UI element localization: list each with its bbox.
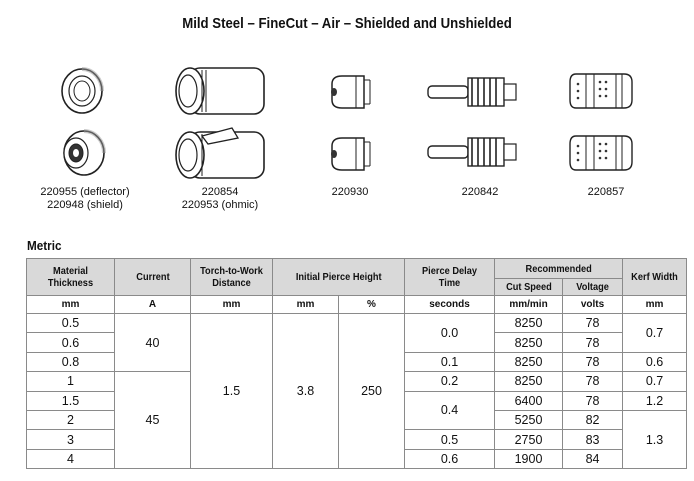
ohmic-cap-icon: [172, 124, 268, 182]
part-label-nozzle: [310, 186, 390, 199]
part-number: 220955 (deflector): [40, 186, 130, 198]
voltage-cell: 83: [563, 430, 623, 449]
page-title: Mild Steel – FineCut – Air – Shielded and Unshielded: [182, 15, 512, 32]
pierce-height-mm-cell: 3.8: [273, 314, 339, 469]
units-row: [27, 296, 687, 314]
unit-cell: seconds: [405, 296, 495, 314]
unit-cell: %: [339, 296, 405, 314]
header-cut-speed: Cut Speed: [495, 279, 563, 296]
part-label-swirl-ring: [566, 186, 646, 199]
kerf-width-cell: 1.2: [623, 391, 687, 410]
pierce-height-pct-cell: 250: [339, 314, 405, 469]
voltage-cell: 78: [563, 391, 623, 410]
kerf-width-cell: 0.6: [623, 352, 687, 371]
header-torch-to-work: Torch-to-Work Distance: [191, 259, 273, 296]
thickness-cell: 0.5: [27, 314, 115, 333]
thickness-cell: 3: [27, 430, 115, 449]
part-number: 220854: [201, 186, 239, 198]
header-recommended: Recommended: [495, 259, 623, 279]
table-row: [27, 314, 687, 333]
current-cell: 40: [115, 314, 191, 372]
thickness-cell: 2: [27, 410, 115, 429]
nozzle-icon: [324, 134, 374, 174]
deflector-icon: [58, 66, 106, 116]
pierce-delay-cell: 0.4: [405, 391, 495, 430]
cut-speed-cell: 8250: [495, 333, 563, 352]
thickness-cell: 1: [27, 372, 115, 391]
thickness-cell: 0.6: [27, 333, 115, 352]
part-number: 220857: [587, 186, 625, 198]
voltage-cell: 78: [563, 372, 623, 391]
part-label-deflector-shield: [30, 186, 140, 212]
pierce-delay-cell: 0.0: [405, 314, 495, 353]
unit-cell: mm: [27, 296, 115, 314]
cut-speed-cell: 5250: [495, 410, 563, 429]
pierce-delay-cell: 0.2: [405, 372, 495, 391]
pierce-delay-cell: 0.1: [405, 352, 495, 371]
cut-speed-cell: 1900: [495, 449, 563, 468]
voltage-cell: 78: [563, 333, 623, 352]
header-current: Current: [115, 259, 191, 296]
unit-cell: mm/min: [495, 296, 563, 314]
cut-speed-cell: 2750: [495, 430, 563, 449]
unit-cell: mm: [623, 296, 687, 314]
torch-to-work-cell: 1.5: [191, 314, 273, 469]
voltage-cell: 84: [563, 449, 623, 468]
part-number: 220842: [461, 186, 499, 198]
cut-speed-cell: 8250: [495, 352, 563, 371]
part-label-retaining-cap: [160, 186, 280, 212]
kerf-width-cell: 0.7: [623, 314, 687, 353]
cut-speed-cell: 6400: [495, 391, 563, 410]
kerf-width-cell: 1.3: [623, 410, 687, 468]
header-kerf-width: Kerf Width: [623, 259, 687, 296]
unit-cell: mm: [273, 296, 339, 314]
unit-cell: A: [115, 296, 191, 314]
header-initial-pierce-height: Initial Pierce Height: [273, 259, 405, 296]
cut-speed-cell: 8250: [495, 314, 563, 333]
pierce-delay-cell: 0.5: [405, 430, 495, 449]
kerf-width-cell: 0.7: [623, 372, 687, 391]
nozzle-icon: [324, 72, 374, 112]
part-number: 220930: [331, 186, 369, 198]
electrode-icon: [424, 134, 520, 170]
cut-chart-table: [26, 258, 687, 469]
part-number: 220953 (ohmic): [181, 199, 259, 211]
voltage-cell: 78: [563, 352, 623, 371]
swirl-ring-icon: [566, 70, 638, 112]
swirl-ring-icon: [566, 132, 638, 174]
header-voltage: Voltage: [563, 279, 623, 296]
voltage-cell: 78: [563, 314, 623, 333]
unit-cell: volts: [563, 296, 623, 314]
header-material-thickness: Material Thickness: [27, 259, 115, 296]
thickness-cell: 4: [27, 449, 115, 468]
section-title: Metric: [27, 238, 62, 253]
shield-icon: [58, 128, 106, 178]
cut-speed-cell: 8250: [495, 372, 563, 391]
header-pierce-delay: Pierce Delay Time: [405, 259, 495, 296]
current-cell: 45: [115, 372, 191, 469]
electrode-icon: [424, 74, 520, 110]
part-label-electrode: [440, 186, 520, 199]
pierce-delay-cell: 0.6: [405, 449, 495, 468]
consumable-parts: [0, 0, 694, 240]
retaining-cap-icon: [172, 64, 268, 118]
voltage-cell: 82: [563, 410, 623, 429]
thickness-cell: 0.8: [27, 352, 115, 371]
thickness-cell: 1.5: [27, 391, 115, 410]
unit-cell: mm: [191, 296, 273, 314]
part-number: 220948 (shield): [47, 199, 123, 211]
